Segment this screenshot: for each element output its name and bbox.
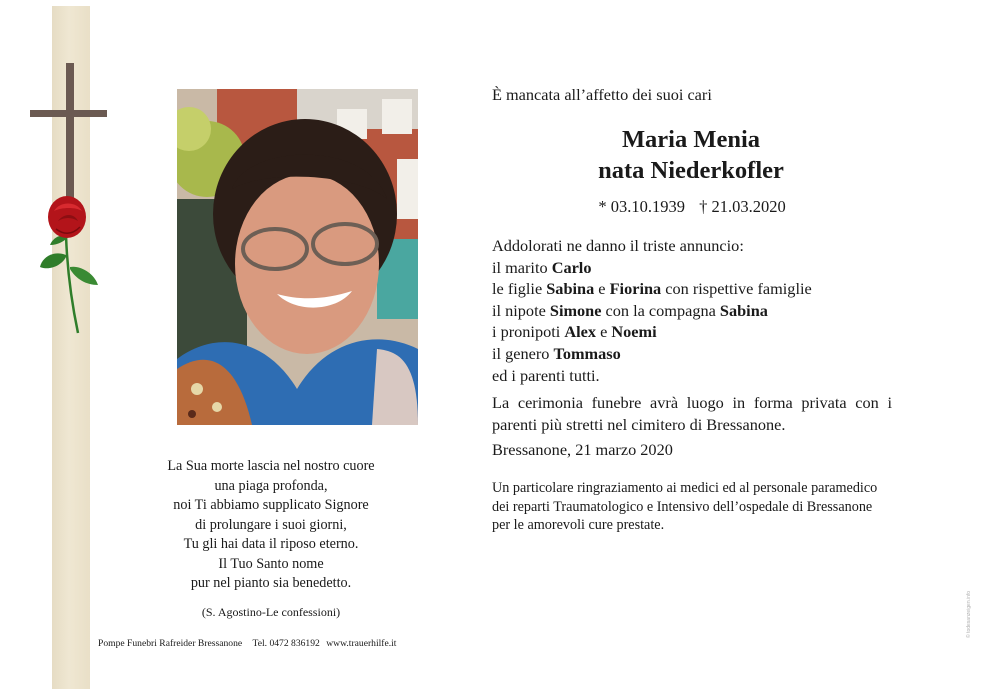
obituary-text [492, 84, 902, 535]
deceased-name [492, 124, 890, 186]
relative-name: Sabina [546, 279, 595, 299]
relative-name: Sabina [719, 300, 768, 320]
poem-line: noi Ti abbiamo supplicato Signore [173, 497, 369, 513]
name-line: Maria Menia [621, 126, 761, 153]
mourners-list [492, 235, 902, 386]
poem [140, 457, 402, 622]
footer-phone: Tel. 0472 836192 [252, 638, 320, 649]
portrait-photo [177, 89, 418, 425]
poem-line: di prolungare i suoi giorni, [195, 516, 347, 533]
poem-line: Il Tuo Santo nome [218, 555, 324, 572]
poem-line: Tu gli hai data il riposo eterno. [183, 536, 359, 552]
poem-line: pur nel pianto sia benedetto. [190, 575, 352, 591]
family-line [492, 278, 902, 300]
birth-date: * 03.10.1939 [598, 197, 685, 216]
thanks-note: Un particolare ringraziamento ai medici ed al personale paramedico dei reparti Traumatologico e Intensivo dell’ospedale di Bressanone per le amorevoli cure prestate. [492, 480, 878, 534]
relation-text: i pronipoti [492, 322, 565, 342]
footer [98, 638, 396, 649]
relation-text: le figlie [492, 279, 547, 299]
death-date: † 21.03.2020 [699, 197, 786, 216]
family-line [492, 343, 902, 365]
life-dates [492, 197, 892, 217]
announce-line: Addolorati ne danno il triste annuncio: [492, 236, 744, 255]
relation-text: ed i parenti tutti. [492, 365, 600, 385]
relation-text: con la compagna [601, 300, 720, 320]
maiden-name-line: nata Niederkofler [598, 157, 784, 184]
poem-line: La Sua morte lascia nel nostro cuore [167, 458, 375, 474]
footer-website: www.trauerhilfe.it [326, 638, 397, 649]
relative-name: Simone [549, 300, 602, 320]
intro-line: È mancata all’affetto dei suoi cari [492, 85, 712, 104]
cross-icon-horizontal [30, 110, 107, 117]
family-line [492, 300, 902, 322]
family-line [492, 257, 902, 279]
relation-text: il marito [492, 257, 552, 277]
relation-text: con rispettive famiglie [661, 279, 812, 299]
ceremony-notice: La cerimonia funebre avrà luogo in forma privata con i parenti più stretti nel cimitero di Bressanone. [492, 393, 892, 434]
relation-text: e [596, 322, 612, 342]
relation-text: il nipote [492, 300, 550, 320]
poem-source: (S. Agostino-Le confessioni) [201, 604, 341, 619]
relative-name: Carlo [551, 257, 592, 277]
family-list [492, 257, 902, 387]
poem-line: una piaga profonda, [214, 477, 328, 494]
relation-text: il genero [492, 343, 554, 363]
side-watermark: © todesanzeigen.info [966, 590, 972, 638]
family-line [492, 365, 902, 387]
relative-name: Noemi [611, 322, 657, 342]
relative-name: Tommaso [553, 343, 621, 363]
relative-name: Fiorina [609, 279, 662, 299]
place-date: Bressanone, 21 marzo 2020 [492, 440, 673, 460]
cross-icon-vertical [66, 63, 74, 213]
relation-text: e [594, 279, 610, 299]
family-line [492, 321, 902, 343]
rose-icon [36, 195, 102, 335]
relative-name: Alex [564, 322, 597, 342]
footer-company: Pompe Funebri Rafreider Bressanone [98, 638, 243, 649]
